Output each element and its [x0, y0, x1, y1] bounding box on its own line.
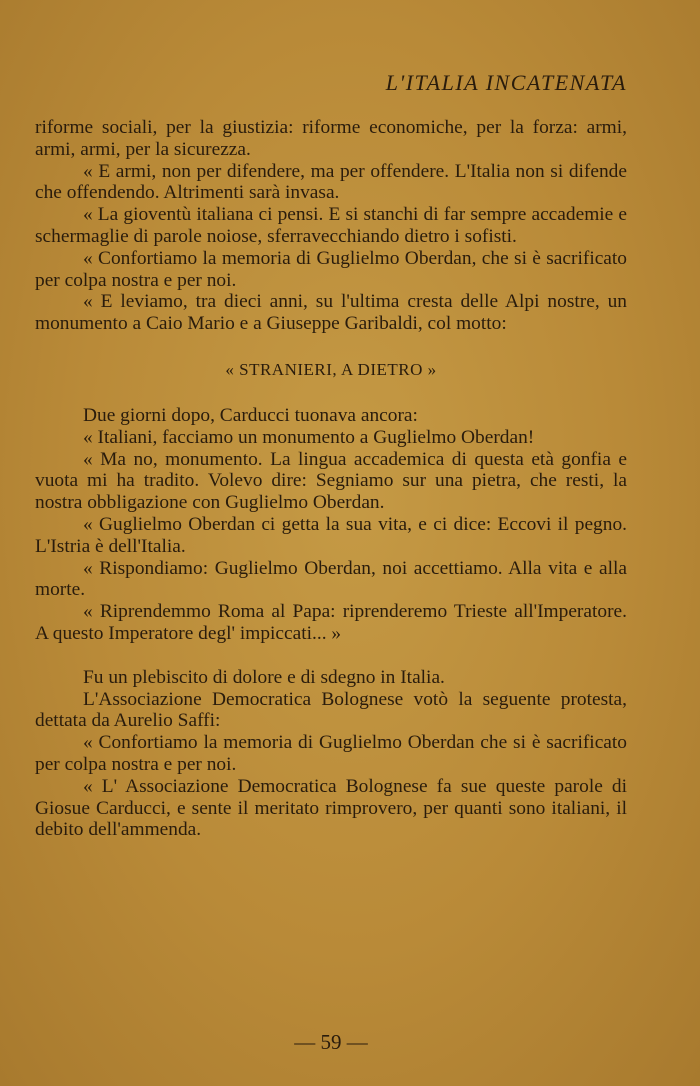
running-head: L'ITALIA INCATENATA	[385, 70, 627, 95]
paragraph: « L' Associazione Democratica Bolognese fa sue queste parole di Giosue Carducci, e sente il meritato rimprovero, per quanti sono italiani, il debito dell'ammenda.	[35, 775, 627, 841]
paragraph-group-top	[35, 117, 627, 335]
paragraph: « E armi, non per difendere, ma per offendere. L'Italia non si difende che offendendo. Altrimenti sarà invasa.	[35, 160, 627, 204]
section-gap	[35, 645, 627, 667]
paragraph: « E leviamo, tra dieci anni, su l'ultima cresta delle Alpi nostre, un monumento a Caio Mario e a Giuseppe Garibaldi, col motto:	[35, 291, 627, 335]
body-text	[35, 117, 627, 841]
paragraph: « Confortiamo la memoria di Guglielmo Oberdan, che si è sacrificato per colpa nostra e per noi.	[35, 247, 627, 291]
paragraph: « Confortiamo la memoria di Guglielmo Oberdan che si è sacrificato per colpa nostra e per noi.	[35, 732, 627, 775]
paragraph: « Italiani, facciamo un monumento a Guglielmo Oberdan!	[83, 426, 535, 448]
motto: « STRANIERI, A DIETRO »	[225, 359, 437, 379]
paragraph: « Rispondiamo: Guglielmo Oberdan, noi accettiamo. Alla vita e alla morte.	[35, 557, 627, 601]
paragraph: « Riprendemmo Roma al Papa: riprenderemo Trieste all'Imperatore. A questo Imperatore degl' impiccati... »	[35, 601, 627, 644]
paragraph-group-bottom	[35, 667, 627, 841]
paragraph: « La gioventù italiana ci pensi. E si stanchi di far sempre accademie e schermaglie di parole noiose, sferravecchiando dietro i sofisti.	[35, 204, 627, 247]
paragraph: Fu un plebiscito di dolore e di sdegno in Italia.	[83, 666, 445, 688]
paragraph: « Guglielmo Oberdan ci getta la sua vita, e ci dice: Eccovi il pegno. L'Istria è dell'Italia.	[35, 513, 627, 557]
paragraph: Due giorni dopo, Carducci tuonava ancora:	[83, 404, 418, 426]
paragraph-group-middle	[35, 405, 627, 645]
book-page	[35, 0, 627, 1086]
paragraph: « Ma no, monumento. La lingua accademica di questa età gonfia e vuota mi ha tradito. Volevo dire: Segniamo sur una pietra, che resti, la nostra obbligazione con Guglielmo Oberdan.	[35, 448, 627, 514]
paragraph: L'Associazione Democratica Bolognese votò la seguente protesta, dettata da Aurelio Saffi:	[35, 688, 627, 732]
paragraph: riforme sociali, per la giustizia: riforme economiche, per la forza: armi, armi, armi, per la sicurezza.	[35, 117, 627, 160]
page-number: — 59 —	[294, 1030, 368, 1054]
